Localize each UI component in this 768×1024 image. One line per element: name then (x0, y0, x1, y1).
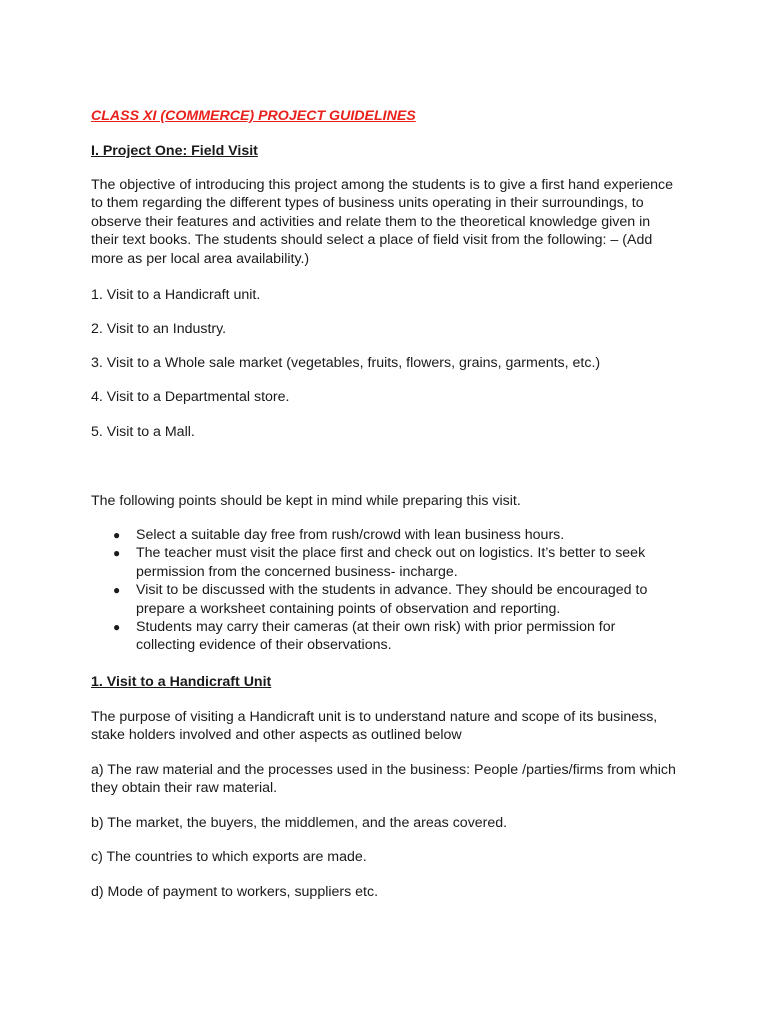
bullet-text: Students may carry their cameras (at their own risk) with prior permission for collecting evidence of their observations. (136, 619, 616, 654)
handicraft-point-b: b) The market, the buyers, the middlemen, and the areas covered. (91, 815, 508, 831)
bullet-item (91, 618, 671, 655)
bullet-icon: ● (113, 583, 121, 598)
bullet-text: Select a suitable day free from rush/crowd with lean business hours. (136, 527, 565, 543)
visit-option-1: 1. Visit to a Handicraft unit. (91, 287, 261, 303)
section-one-heading: I. Project One: Field Visit (91, 143, 258, 159)
visit-option-5: 5. Visit to a Mall. (91, 424, 195, 440)
points-intro: The following points should be kept in mind while preparing this visit. (91, 493, 521, 509)
bullet-text: Visit to be discussed with the students in advance. They should be encouraged to prepare a worksheet containing points of observation and reporting. (136, 582, 648, 617)
document-title: CLASS XI (COMMERCE) PROJECT GUIDELINES (91, 108, 416, 124)
handicraft-point-a: a) The raw material and the processes used in the business: People /parties/firms from which they obtain their raw material. (91, 762, 676, 797)
handicraft-point-d: d) Mode of payment to workers, suppliers etc. (91, 884, 379, 900)
subsection-heading: 1. Visit to a Handicraft Unit (91, 674, 272, 690)
visit-option-4: 4. Visit to a Departmental store. (91, 389, 290, 405)
guideline-bullet-list (91, 526, 671, 655)
bullet-icon: ● (113, 620, 121, 635)
bullet-icon: ● (113, 546, 121, 561)
bullet-text: The teacher must visit the place first and check out on logistics. It’s better to seek permission from the concerned business- incharge. (136, 545, 646, 580)
bullet-icon: ● (113, 528, 121, 542)
handicraft-paragraph: The purpose of visiting a Handicraft unit is to understand nature and scope of its business, stake holders involved and other aspects as outlined below (91, 709, 658, 744)
visit-option-3: 3. Visit to a Whole sale market (vegetables, fruits, flowers, grains, garments, etc.) (91, 355, 601, 371)
visit-option-2: 2. Visit to an Industry. (91, 321, 227, 337)
bullet-item (91, 526, 671, 544)
bullet-item (91, 544, 671, 581)
bullet-item (91, 581, 671, 618)
handicraft-point-c: c) The countries to which exports are made. (91, 849, 367, 865)
intro-paragraph: The objective of introducing this project among the students is to give a first hand experience to them regarding the different types of business units operating in their surroundings, to observe their features and activities and relate them to the theoretical knowledge given in their text books. The students should select a place of field visit from the following: – (Add more as per local area availability.) (91, 177, 674, 267)
